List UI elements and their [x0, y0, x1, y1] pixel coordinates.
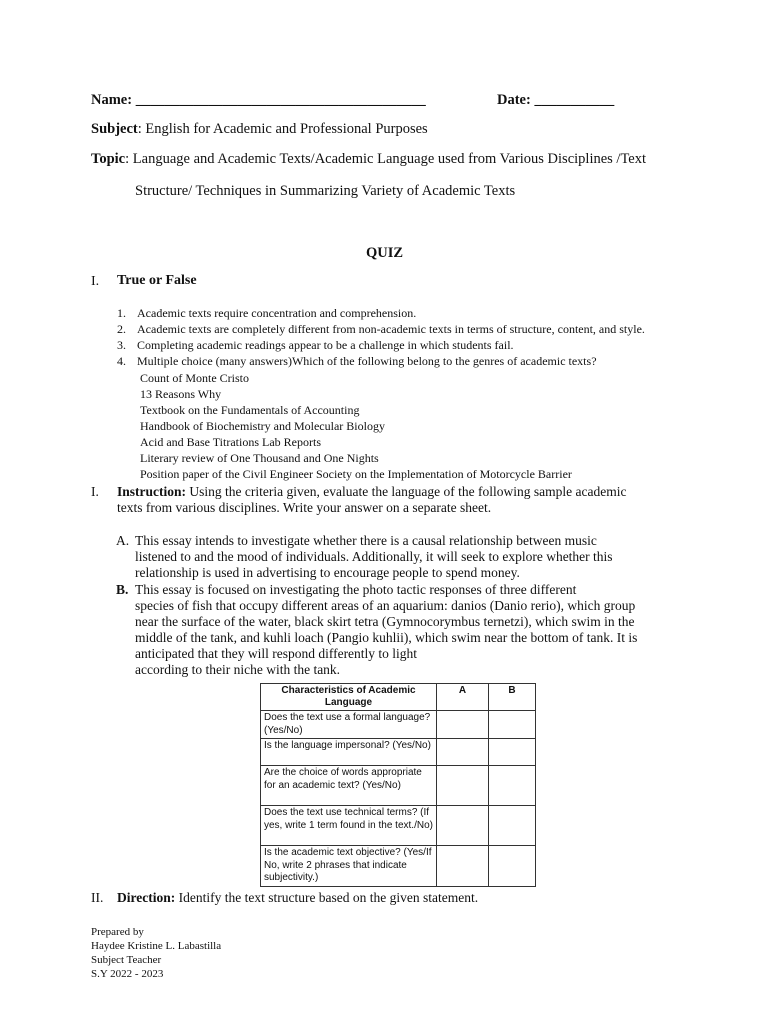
date-blank[interactable]: ___________: [534, 92, 615, 108]
essay-a-line: listened to and the mood of individuals. Additionally, it will seek to explore whether this: [135, 549, 613, 564]
part2-numeral: I.: [91, 484, 99, 499]
genre-choice: 13 Reasons Why: [140, 387, 222, 401]
criteria-row: [261, 846, 536, 887]
essay-b-line: anticipated that they will respond differently to light: [135, 646, 418, 661]
criterion-question: Does the text use a formal language? (Yes/No): [261, 711, 437, 739]
item-number: 3.: [117, 338, 126, 352]
genre-choice: Acid and Base Titrations Lab Reports: [140, 435, 321, 449]
footer-line: Haydee Kristine L. Labastilla: [91, 940, 222, 952]
instruction-text: Using the criteria given, evaluate the language of the following sample academic: [186, 484, 627, 499]
instruction-line2: texts from various disciplines. Write your answer on a separate sheet.: [117, 500, 492, 515]
genre-choice: Count of Monte Cristo: [140, 371, 250, 385]
criteria-row: [261, 766, 536, 806]
criteria-header-row: [261, 684, 536, 711]
topic-label: Topic: [91, 151, 126, 167]
footer-line: Subject Teacher: [91, 954, 162, 966]
answer-cell-b[interactable]: [489, 739, 536, 766]
essay-b-letter: B.: [116, 582, 129, 597]
date-line: [497, 92, 614, 109]
answer-cell-a[interactable]: [437, 846, 489, 887]
criterion-question: Is the academic text objective? (Yes/If No, write 2 phrases that indicate subjectivity.): [261, 846, 437, 887]
essay-a-letter: A.: [116, 533, 130, 548]
answer-cell-b[interactable]: [489, 806, 536, 846]
prepared-by-block: [91, 925, 221, 981]
answer-cell-a[interactable]: [437, 806, 489, 846]
part1-heading: True or False: [117, 273, 197, 288]
answer-cell-a[interactable]: [437, 766, 489, 806]
quiz-title: QUIZ: [366, 245, 404, 261]
genre-choice: Handbook of Biochemistry and Molecular Biology: [140, 419, 385, 433]
subject-value: : English for Academic and Professional Purposes: [137, 121, 428, 137]
part1-numeral: I.: [91, 274, 100, 289]
criteria-header: Characteristics of Academic Language: [261, 684, 437, 711]
item-text: Academic texts require concentration and comprehension.: [137, 306, 417, 320]
name-label: Name:: [91, 92, 133, 108]
essay-a-line: This essay intends to investigate whether there is a causal relationship between music: [135, 533, 597, 548]
part3-numeral: II.: [91, 890, 104, 905]
topic-line2: Structure/ Techniques in Summarizing Variety of Academic Texts: [135, 183, 516, 199]
essay-b-line: This essay is focused on investigating the photo tactic responses of three different: [135, 582, 577, 597]
topic-line: [91, 151, 646, 168]
answer-cell-a[interactable]: [437, 739, 489, 766]
essay-b-line: according to their niche with the tank.: [135, 662, 341, 677]
footer-line: Prepared by: [91, 926, 144, 938]
item-text: Completing academic readings appear to be a challenge in which students fail.: [137, 338, 514, 352]
column-b-header: B: [489, 684, 536, 711]
subject-label: Subject: [91, 121, 138, 137]
criteria-row: [261, 806, 536, 846]
essay-b-line: near the surface of the water, black skirt tetra (Gymnocorymbus ternetzi), which swim in the: [135, 614, 635, 629]
answer-cell-b[interactable]: [489, 711, 536, 739]
essay-b-line: species of fish that occupy different areas of an aquarium: danios (Danio rerio), which group: [135, 598, 636, 613]
topic-line1: : Language and Academic Texts/Academic Language used from Various Disciplines /Text: [125, 151, 647, 167]
direction-line: [117, 890, 478, 906]
direction-text: Identify the text structure based on the given statement.: [175, 890, 479, 905]
instruction-label: Instruction:: [117, 484, 187, 499]
criteria-table: [260, 683, 536, 887]
direction-label: Direction:: [117, 890, 176, 905]
column-a-header: A: [437, 684, 489, 711]
name-blank[interactable]: ________________________________________: [135, 92, 426, 108]
genre-choice: Textbook on the Fundamentals of Accounting: [140, 403, 360, 417]
criterion-question: Does the text use technical terms? (If yes, write 1 term found in the text./No): [261, 806, 437, 846]
item-text: Academic texts are completely different from non-academic texts in terms of structure, content, and style.: [137, 322, 645, 336]
genre-choice: Position paper of the Civil Engineer Society on the Implementation of Motorcycle Barrier: [140, 467, 572, 481]
criterion-question: Is the language impersonal? (Yes/No): [261, 739, 437, 766]
criterion-question: Are the choice of words appropriate for an academic text? (Yes/No): [261, 766, 437, 806]
criteria-row: [261, 739, 536, 766]
date-label: Date:: [497, 92, 531, 108]
item-text: Multiple choice (many answers)Which of the following belong to the genres of academic texts?: [137, 354, 597, 368]
subject-line: [91, 121, 428, 138]
genre-choice: Literary review of One Thousand and One Nights: [140, 451, 379, 465]
answer-cell-a[interactable]: [437, 711, 489, 739]
instruction-line1: [117, 484, 626, 500]
essay-b-line: middle of the tank, and kuhli loach (Pangio kuhlii), which swim near the bottom of tank. It is: [135, 630, 638, 645]
criteria-row: [261, 711, 536, 739]
item-number: 1.: [117, 306, 126, 320]
answer-cell-b[interactable]: [489, 846, 536, 887]
essay-a-line: relationship is used in advertising to encourage people to spend money.: [135, 565, 520, 580]
item-number: 4.: [117, 354, 126, 368]
item-number: 2.: [117, 322, 126, 336]
footer-line: S.Y 2022 - 2023: [91, 968, 164, 980]
name-line: [91, 92, 426, 109]
answer-cell-b[interactable]: [489, 766, 536, 806]
